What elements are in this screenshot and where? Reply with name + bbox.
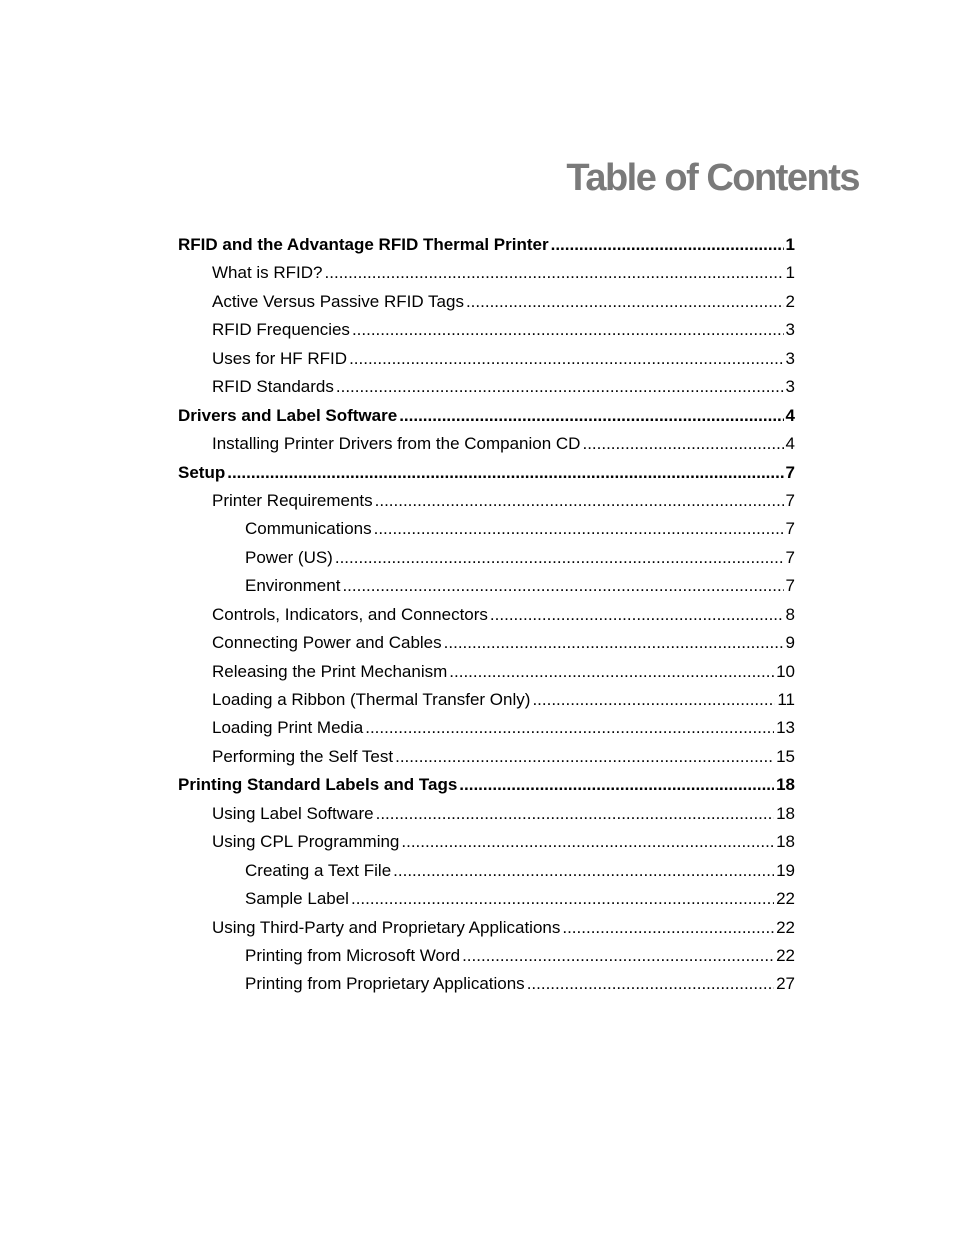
toc-entry[interactable] xyxy=(178,373,795,401)
toc-dot-leader xyxy=(462,942,774,970)
toc-entry-page-number: 10 xyxy=(776,661,795,681)
toc-dot-leader xyxy=(551,231,784,259)
toc-entry-page-number: 1 xyxy=(785,235,795,254)
toc-entry[interactable] xyxy=(178,544,795,572)
toc-entry-page-number: 4 xyxy=(785,434,795,454)
toc-entry[interactable] xyxy=(178,430,795,458)
toc-entry-page-number: 22 xyxy=(776,889,795,909)
toc-dot-leader xyxy=(582,430,783,458)
toc-entry-title: Communications xyxy=(245,519,372,539)
toc-entry-title: RFID and the Advantage RFID Thermal Printer xyxy=(178,235,549,254)
toc-entry-title: Loading a Ribbon (Thermal Transfer Only) xyxy=(212,690,531,709)
toc-dot-leader xyxy=(532,686,775,714)
toc-entry[interactable] xyxy=(178,572,795,600)
toc-entry-page-number: 2 xyxy=(785,291,795,311)
toc-entry[interactable] xyxy=(178,658,795,686)
toc-entry-page-number: 22 xyxy=(776,945,795,965)
toc-entry-title: Releasing the Print Mechanism xyxy=(212,661,448,681)
toc-dot-leader xyxy=(349,345,783,373)
toc-dot-leader xyxy=(227,459,783,487)
page-title: Table of Contents xyxy=(566,157,859,199)
toc-dot-leader xyxy=(466,288,784,316)
toc-entry[interactable] xyxy=(178,515,795,543)
toc-dot-leader xyxy=(335,544,784,572)
toc-entry-title: Printer Requirements xyxy=(212,490,373,510)
toc-entry[interactable] xyxy=(178,231,795,259)
toc-dot-leader xyxy=(352,316,784,344)
toc-dot-leader xyxy=(490,601,784,629)
toc-dot-leader xyxy=(374,515,784,543)
toc-entry-page-number: 13 xyxy=(776,718,795,738)
toc-entry-page-number: 19 xyxy=(776,860,795,880)
toc-entry[interactable] xyxy=(178,914,795,942)
toc-entry-title: Drivers and Label Software xyxy=(178,405,398,425)
toc-dot-leader xyxy=(395,743,774,771)
toc-entry-page-number: 18 xyxy=(776,832,795,852)
table-of-contents xyxy=(178,231,795,999)
toc-entry-page-number: 4 xyxy=(785,405,795,425)
toc-entry-title: Power (US) xyxy=(245,547,333,567)
toc-entry-page-number: 18 xyxy=(776,803,795,823)
toc-entry-page-number: 7 xyxy=(785,462,795,482)
toc-dot-leader xyxy=(375,487,784,515)
toc-entry-title: Loading Print Media xyxy=(212,718,364,738)
toc-entry-title: Printing from Proprietary Applications xyxy=(245,974,525,994)
toc-dot-leader xyxy=(325,259,784,287)
toc-entry-page-number: 22 xyxy=(776,917,795,937)
toc-dot-leader xyxy=(562,914,774,942)
toc-dot-leader xyxy=(393,857,774,885)
toc-entry[interactable] xyxy=(178,345,795,373)
toc-entry[interactable] xyxy=(178,942,795,970)
toc-entry[interactable] xyxy=(178,828,795,856)
toc-entry[interactable] xyxy=(178,259,795,287)
toc-entry-page-number: 7 xyxy=(785,547,795,567)
toc-entry[interactable] xyxy=(178,686,795,714)
toc-entry-page-number: 11 xyxy=(777,690,795,709)
toc-entry[interactable] xyxy=(178,459,795,487)
toc-entry-title: Printing Standard Labels and Tags xyxy=(178,775,458,795)
toc-dot-leader xyxy=(449,658,774,686)
toc-entry[interactable] xyxy=(178,288,795,316)
toc-entry-page-number: 8 xyxy=(785,604,795,624)
toc-entry[interactable] xyxy=(178,714,795,742)
toc-entry[interactable] xyxy=(178,316,795,344)
toc-entry[interactable] xyxy=(178,970,795,998)
toc-entry[interactable] xyxy=(178,487,795,515)
toc-entry-title: Using Third-Party and Proprietary Applications xyxy=(212,917,561,937)
toc-entry-title: RFID Standards xyxy=(212,377,334,397)
toc-entry-title: RFID Frequencies xyxy=(212,320,350,340)
toc-entry[interactable] xyxy=(178,771,795,799)
toc-dot-leader xyxy=(527,970,774,998)
toc-entry-title: Creating a Text File xyxy=(245,860,392,880)
toc-entry-title: Printing from Microsoft Word xyxy=(245,945,461,965)
toc-entry-title: Installing Printer Drivers from the Companion CD xyxy=(212,434,581,454)
toc-dot-leader xyxy=(365,714,774,742)
toc-entry-page-number: 9 xyxy=(785,633,795,653)
toc-entry-title: What is RFID? xyxy=(212,263,323,283)
toc-entry-title: Performing the Self Test xyxy=(212,746,394,766)
toc-entry-page-number: 3 xyxy=(785,377,795,397)
toc-entry-page-number: 15 xyxy=(776,746,795,766)
toc-entry-page-number: 18 xyxy=(776,775,795,795)
toc-dot-leader xyxy=(376,800,774,828)
toc-entry-title: Environment xyxy=(245,576,341,596)
toc-entry-title: Using CPL Programming xyxy=(212,832,400,852)
toc-entry[interactable] xyxy=(178,601,795,629)
toc-dot-leader xyxy=(351,885,774,913)
toc-entry-title: Active Versus Passive RFID Tags xyxy=(212,291,464,311)
toc-entry-page-number: 7 xyxy=(785,519,795,539)
toc-entry[interactable] xyxy=(178,402,795,430)
toc-entry-page-number: 1 xyxy=(785,263,795,283)
toc-entry[interactable] xyxy=(178,800,795,828)
toc-dot-leader xyxy=(342,572,783,600)
toc-entry[interactable] xyxy=(178,857,795,885)
toc-entry-title: Uses for HF RFID xyxy=(212,348,348,368)
toc-entry-page-number: 3 xyxy=(785,348,795,368)
toc-dot-leader xyxy=(444,629,784,657)
toc-entry[interactable] xyxy=(178,629,795,657)
toc-entry-page-number: 7 xyxy=(785,576,795,596)
toc-entry-title: Connecting Power and Cables xyxy=(212,633,442,653)
toc-dot-leader xyxy=(399,402,783,430)
toc-entry-page-number: 3 xyxy=(785,320,795,340)
toc-entry[interactable] xyxy=(178,743,795,771)
toc-entry[interactable] xyxy=(178,885,795,913)
toc-entry-title: Using Label Software xyxy=(212,803,374,823)
toc-entry-page-number: 27 xyxy=(776,974,795,994)
toc-entry-title: Sample Label xyxy=(245,889,349,909)
toc-entry-title: Controls, Indicators, and Connectors xyxy=(212,604,488,624)
toc-entry-page-number: 7 xyxy=(785,490,795,510)
toc-entry-title: Setup xyxy=(178,462,226,482)
toc-dot-leader xyxy=(336,373,784,401)
toc-dot-leader xyxy=(459,771,774,799)
toc-dot-leader xyxy=(401,828,774,856)
